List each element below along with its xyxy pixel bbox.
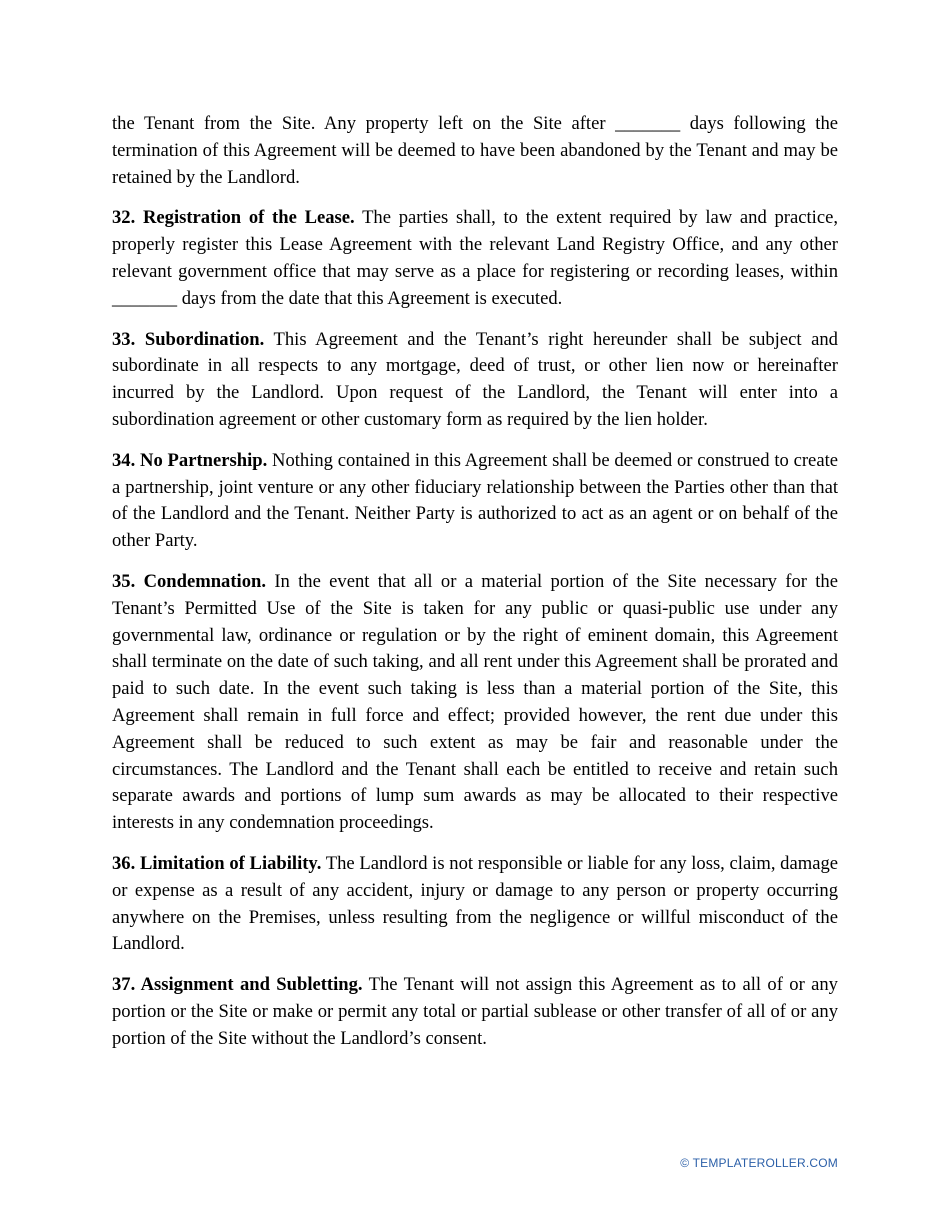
section-heading: 37. Assignment and Subletting. <box>112 974 363 996</box>
section-body: In the event that all or a material portion of the Site necessary for the Tenant’s Permitted Use of the Site is taken for any public or quasi-public use under any governmental law, ordinance or regulation or by the right of eminent domain, this Agreement shall terminate on the date of such taking, and all rent under this Agreement shall be prorated and paid to such date. In the event such taking is less than a material portion of the Site, this Agreement shall remain in full force and effect; provided however, the rent due under this Agreement shall be reduced to such extent as may be fair and reasonable under the circumstances. The Landlord and the Tenant shall each be entitled to receive and retain such separate awards and portions of lump sum awards as may be allocated to their respective interests in any condemnation proceedings. <box>112 570 838 834</box>
section-32-registration <box>112 205 838 312</box>
section-35-condemnation <box>112 569 838 837</box>
section-33-subordination <box>112 327 838 434</box>
continuation-paragraph: the Tenant from the Site. Any property left on the Site after _______ days following the termination of this Agreement will be deemed to have been abandoned by the Tenant and may be retained by the Landlord. <box>112 113 838 188</box>
section-body: The parties shall, to the extent required by law and practice, properly register this Lease Agreement with the relevant Land Registry Office, and any other relevant government office that may serve as a place for registering or recording leases, within _______ days from the date that this Agreement is executed. <box>112 207 838 309</box>
footer-copyright-link[interactable]: © TEMPLATEROLLER.COM <box>680 1156 838 1170</box>
section-heading: 32. Registration of the Lease. <box>112 207 355 229</box>
section-34-no-partnership <box>112 448 838 555</box>
section-heading: 35. Condemnation. <box>112 570 266 592</box>
document-page <box>112 111 838 1067</box>
section-body: The Tenant will not assign this Agreement as to all of or any portion or the Site or make or permit any total or partial sublease or other transfer of all of or any portion of the Site without the Landlord’s consent. <box>112 974 838 1049</box>
section-body: Nothing contained in this Agreement shall be deemed or construed to create a partnership, joint venture or any other fiduciary relationship between the Parties other than that of the Landlord and the Tenant. Neither Party is authorized to act as an agent or on behalf of the other Party. <box>112 449 838 552</box>
section-body: This Agreement and the Tenant’s right hereunder shall be subject and subordinate in all respects to any mortgage, deed of trust, or other lien now or hereinafter incurred by the Landlord. Upon request of the Landlord, the Tenant will enter into a subordination agreement or other customary form as required by the lien holder. <box>112 328 838 430</box>
section-heading: 36. Limitation of Liability. <box>112 852 322 874</box>
section-37-assignment-and-subletting <box>112 972 838 1052</box>
section-36-limitation-of-liability <box>112 851 838 958</box>
section-body: The Landlord is not responsible or liable for any loss, claim, damage or expense as a result of any accident, injury or damage to any person or property occurring anywhere on the Premises, unless resulting from the negligence or willful misconduct of the Landlord. <box>112 852 838 955</box>
section-heading: 33. Subordination. <box>112 328 265 350</box>
section-heading: 34. No Partnership. <box>112 449 268 471</box>
